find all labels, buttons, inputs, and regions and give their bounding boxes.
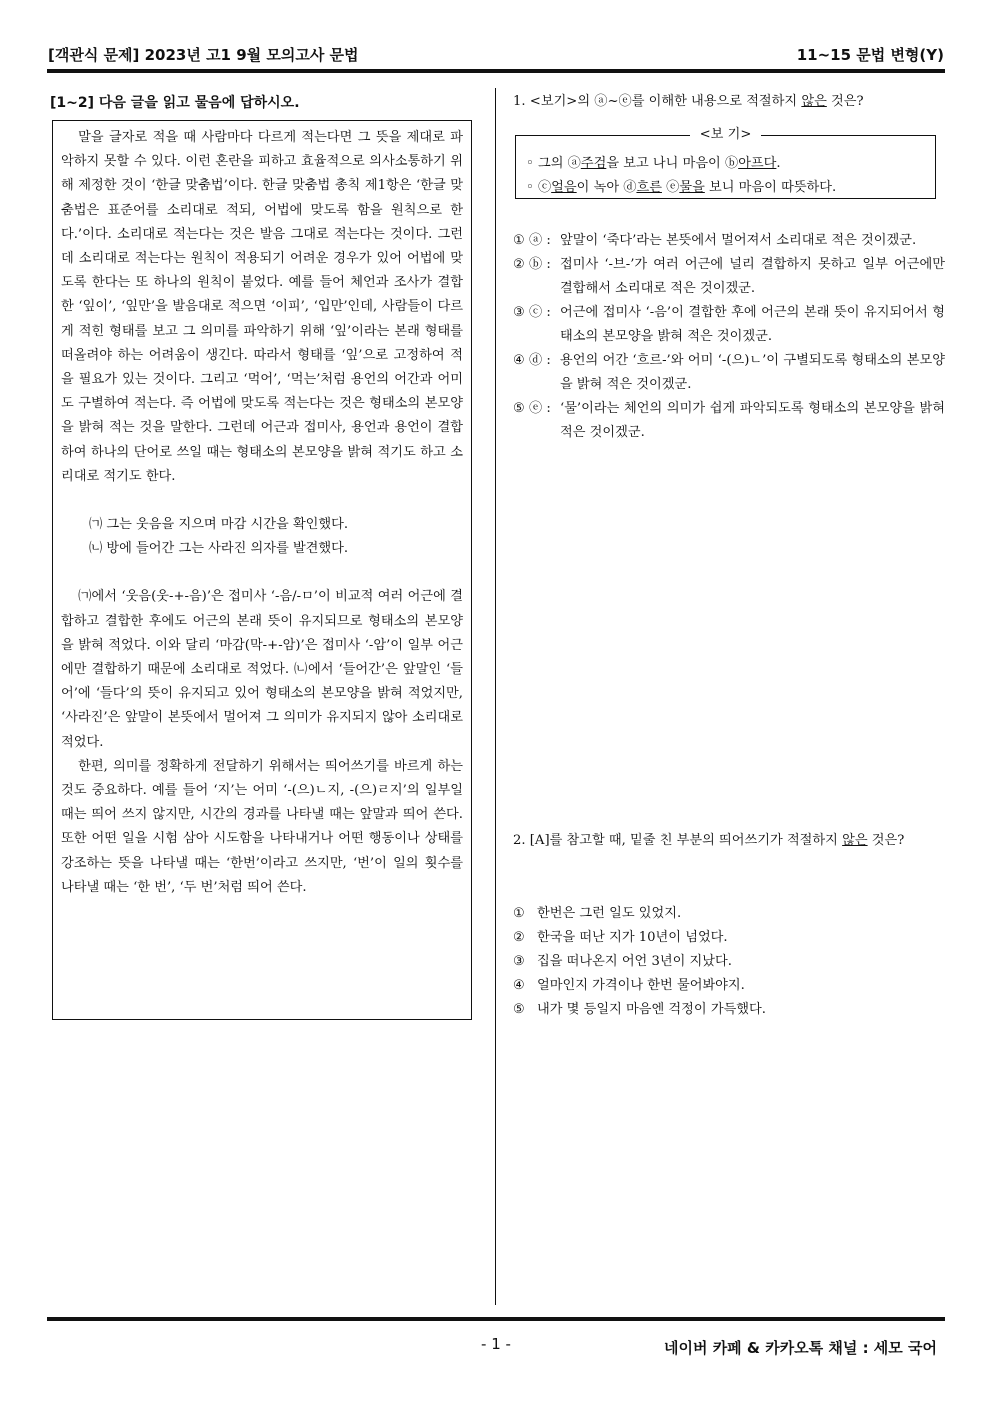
choice-item[interactable]: ④ 얼마인지 가격이나 한번 물어봐야지.	[513, 978, 745, 993]
passage-examples	[61, 513, 463, 561]
footer-channel: 네이버 카페 & 카카오톡 채널 : 세모 국어	[664, 1339, 937, 1357]
header-subtitle: 11~15 문법 변형(Y)	[796, 46, 944, 64]
choice-item[interactable]: ④ ⓓ : 용언의 어간 ‘흐르-’와 어미 ‘-(으)ㄴ’이 구별되도록 형태소의 본모양을 밝혀 적은 것이겠군.	[513, 353, 945, 392]
emphasis-underline: 않은	[842, 833, 868, 848]
bogi-box	[515, 127, 936, 199]
passage-paragraph-1: 말을 글자로 적을 때 사람마다 다르게 적는다면 그 뜻을 제대로 파악하지 못할 수 있다. 이런 혼란을 피하고 효율적으로 의사소통하기 위해 제정한 것이 ‘한글 맞춤법’이다. 한글 맞춤법 총칙 제1항은 ‘한글 맞춤법은 표준어를 소리대로 적되, 어법에 맞도록 함을 원칙으로 한다.’이다. 소리대로 적는다는 것은 발음 그대로 적는다는 것이다. 그런데 소리대로 적는다는 원칙이 적용되기 어려운 경우가 있어 어법에 맞도록 한다는 또 하나의 원칙이 붙었다. 예를 들어 체언과 조사가 결합한 ‘잎이’, ‘잎만’을 발음대로 적으면 ‘이피’, ‘입만’인데, 사람들이 다르게 적힌 형태를 보고 그 의미를 파악하기 위해 ‘잎’이라는 본래 형태를 떠올려야 하는 어려움이 생긴다. 따라서 형태를 ‘잎’으로 고정하여 적을 필요가 있는 것이다. 그리고 ‘먹어’, ‘먹는’처럼 용언의 어간과 어미도 구별하여 적는다. 즉 어법에 맞도록 적는다는 것은 형태소의 본모양을 밝혀 적는 것을 말한다. 그런데 어근과 접미사, 용언과 용언이 결합하여 하나의 단어로 쓰일 때는 형태소의 본모양을 밝혀 적기도 하고 소리대로 적기도 한다.	[61, 130, 463, 484]
bottom-rule	[47, 1317, 945, 1321]
choice-item[interactable]: ② 한국을 떠난 지가 10년이 넘었다.	[513, 930, 728, 945]
top-rule	[47, 69, 945, 73]
bogi-line-1: ◦ 그의 ⓐ주검을 보고 나니 마음이 ⓑ아프다.	[526, 156, 781, 171]
choice-item[interactable]: ③ ⓒ : 어근에 접미사 ‘-음’이 결합한 후에 어근의 본래 뜻이 유지되어서 형태소의 본모양을 밝혀 적은 것이겠군.	[513, 305, 945, 344]
column-divider	[495, 88, 496, 1305]
question-2-stem: 2. [A]를 참고할 때, 밑줄 친 부분의 띄어쓰기가 적절하지 않은 것은?	[513, 833, 905, 848]
choice-item[interactable]: ② ⓑ : 접미사 ‘-브-’가 여러 어근에 널리 결합하지 못하고 일부 어근에만 결합해서 소리대로 적은 것이겠군.	[513, 257, 945, 296]
question-1-choices	[513, 229, 945, 445]
reading-passage	[52, 120, 472, 1020]
choice-item[interactable]: ① 한번은 그런 일도 있었지.	[513, 906, 682, 921]
bogi-title: <보 기>	[690, 127, 762, 142]
page-number: - 1 -	[481, 1335, 511, 1353]
choice-item[interactable]: ⑤ ⓔ : ‘물’이라는 체언의 의미가 쉽게 파악되도록 형태소의 본모양을 밝혀 적은 것이겠군.	[513, 401, 945, 440]
example-sentence-1: ㈀ 그는 웃음을 지으며 마감 시간을 확인했다.	[89, 517, 349, 533]
emphasis-underline: 않은	[801, 94, 827, 109]
passage-paragraph-3: 한편, 의미를 정확하게 전달하기 위해서는 띄어쓰기를 바르게 하는 것도 중요하다. 예를 들어 ‘지’는 어미 ‘-(으)ㄴ지, -(으)ㄹ지’의 일부일 때는 띄어 쓰지 않지만, 시간의 경과를 나타낼 때는 앞말과 띄어 쓴다. 또한 어떤 일을 시험 삼아 시도함을 나타내거나 어떤 행동이나 상태를 강조하는 뜻을 나타낼 때는 ‘한번’이라고 쓰지만, ‘번’이 일의 횟수를 나타낼 때는 ‘한 번’, ‘두 번’처럼 띄어 쓴다.	[61, 758, 463, 895]
choice-item[interactable]: ⑤ 내가 몇 등일지 마음엔 걱정이 가득했다.	[513, 1002, 766, 1017]
choice-item[interactable]: ③ 집을 떠나온지 어언 3년이 지났다.	[513, 954, 732, 969]
question-2-choices	[513, 902, 945, 1022]
choice-item[interactable]: ① ⓐ : 앞말이 ‘죽다’라는 본뜻에서 멀어져서 소리대로 적은 것이겠군.	[513, 233, 917, 248]
bogi-line-2: ◦ ⓒ얼음이 녹아 ⓓ흐른 ⓔ물을 보니 마음이 따뜻하다.	[526, 180, 837, 195]
question-1-stem: 1. <보기>의 ⓐ~ⓔ를 이해한 내용으로 적절하지 않은 것은?	[513, 94, 864, 109]
header-title: [객관식 문제] 2023년 고1 9월 모의고사 문법	[48, 46, 359, 64]
passage-paragraph-2: ㈀에서 ‘웃음(웃-+-음)’은 접미사 ‘-음/-ㅁ’이 비교적 여러 어근에 결합하고 결합한 후에도 어근의 본래 뜻이 유지되므로 형태소의 본모양을 밝혀 적었다. 이와 달리 ‘마감(막-+-암)’은 접미사 ‘-암’이 일부 어근에만 결합하기 때문에 소리대로 적었다. ㈁에서 ‘들어간’은 앞말인 ‘들어’에 ‘들다’의 뜻이 유지되고 있어 형태소의 본모양을 밝혀 적었지만, ‘사라진’은 앞말이 본뜻에서 멀어져 그 의미가 유지되지 않아 소리대로 적었다.	[61, 589, 463, 750]
example-sentence-2: ㈁ 방에 들어간 그는 사라진 의자를 발견했다.	[89, 541, 349, 557]
section-title: [1~2] 다음 글을 읽고 물음에 답하시오.	[50, 95, 300, 111]
